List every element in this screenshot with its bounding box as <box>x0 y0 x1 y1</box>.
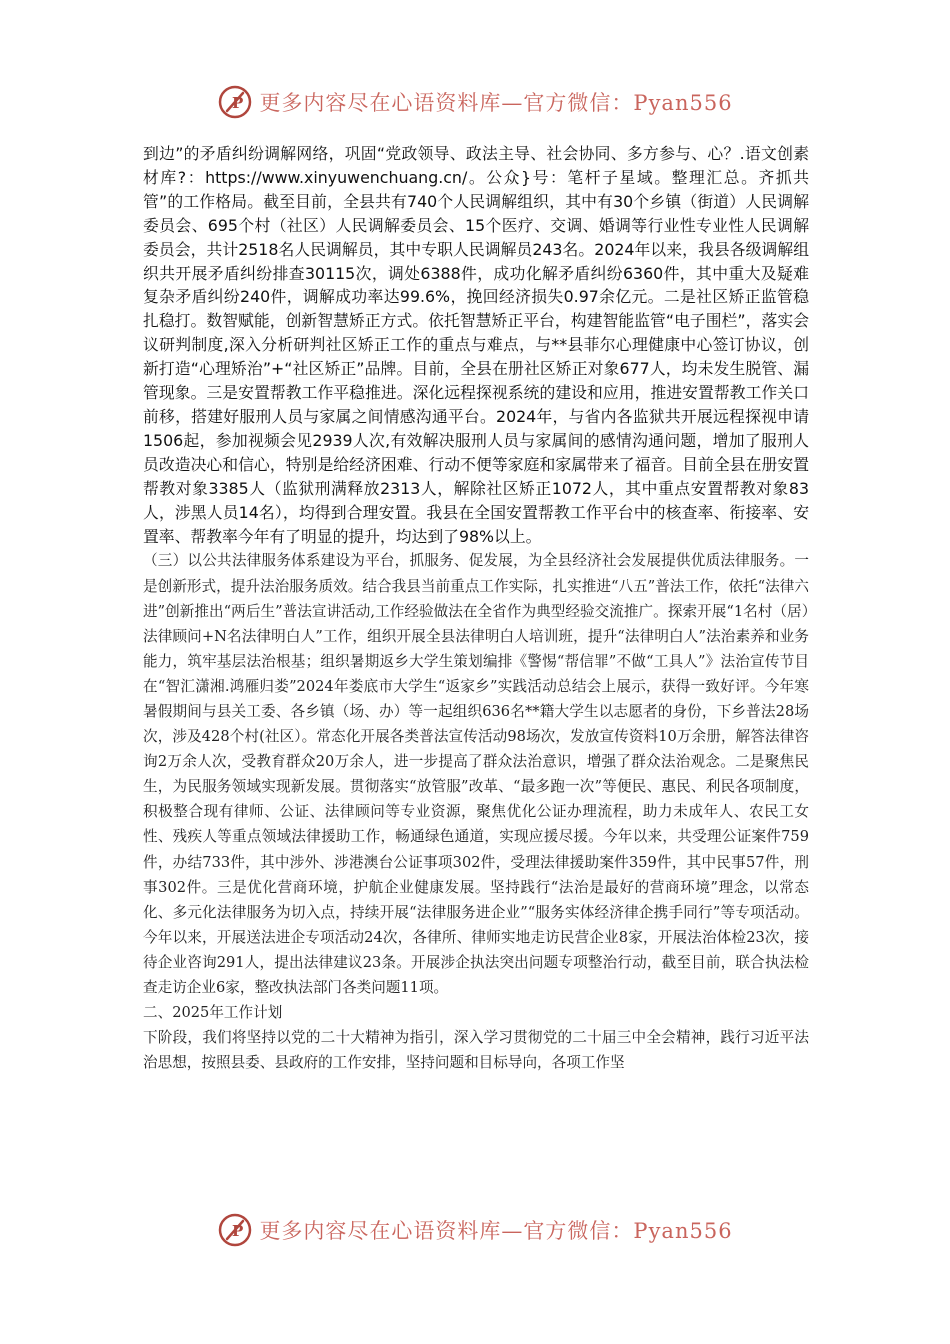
paragraph: 下阶段，我们将坚持以党的二十大精神为指引，深入学习贯彻党的二十届三中全会精神，践行习近平法治思想，按照县委、县政府的工作安排，坚持问题和目标导向，各项工作坚 <box>143 1029 809 1072</box>
paragraph: 到边”的矛盾纠纷调解网络，巩固“党政领导、政法主导、社会协同、多方参与、心？.语文创素材库?：https://www.xinyuwenchuang.cn/。公众}号：笔杆子星域。整理汇总。齐抓共管”的工作格局。截至目前，全县共有740个人民调解组织，其中有30个乡镇（街道）人民调解委员会、695个村（社区）人民调解委员会、15个医疗、交调、婚调等行业性专业性人民调解委员会，共计2518名人民调解员，其中专职人民调解员243名。2024年以来，我县各级调解组织共开展矛盾纠纷排查30115次，调处6388件，成功化解矛盾纠纷6360件，其中重大及疑难复杂矛盾纠纷240件，调解成功率达99.6%，挽回经济损失0.97余亿元。二是社区矫正监管稳扎稳打。数智赋能，创新智慧矫正方式。依托智慧矫正平台，构建智能监管“电子围栏”，落实会议研判制度,深入分析研判社区矫正工作的重点与难点，与**县菲尔心理健康中心签订协议，创新打造“心理矫治”+“社区矫正”品牌。目前，全县在册社区矫正对象677人，均未发生脱管、漏管现象。三是安置帮教工作平稳推进。深化远程探视系统的建设和应用，推进安置帮教工作关口前移，搭建好服刑人员与家属之间情感沟通平台。2024年，与省内各监狱共开展远程探视申请1506起，参加视频会见2939人次,有效解决服刑人员与家属间的感情沟通问题，增加了服刑人员改造决心和信心，特别是给经济困难、行动不便等家庭和家属带来了福音。目前全县在册安置帮教对象3385人（监狱刑满释放2313人，解除社区矫正1072人，其中重点安置帮教对象83人，涉黑人员14名），均得到合理安置。我县在全国安置帮教工作平台中的核查率、衔接率、安置率、帮教率今年有了明显的提升，均达到了98%以上。 <box>143 144 809 546</box>
paragraph: （三）以公共法律服务体系建设为平台，抓服务、促发展，为全县经济社会发展提供优质法律服务。一是创新形式，提升法治服务质效。结合我县当前重点工作实际，扎实推进“八五”普法工作，依托“法律六进”创新推出“两后生”普法宣讲活动,工作经验做法在全省作为典型经验交流推广。探索开展“1名村（居）法律顾问+N名法律明白人”工作，组织开展全县法律明白人培训班，提升“法律明白人”法治素养和业务能力，筑牢基层法治根基；组织暑期返乡大学生策划编排《警惕“帮信罪”不做“工具人”》法治宣传节目在“智汇潇湘.鸿雁归娄”2024年娄底市大学生“返家乡”实践活动总结会上展示，获得一致好评。今年寒暑假期间与县关工委、各乡镇（场、办）等一起组织636名**籍大学生以志愿者的身份，下乡普法28场次，涉及428个村(社区）。常态化开展各类普法宣传活动98场次，发放宣传资料10万余册，解答法律咨询2万余人次，受教育群众20万余人，进一步提高了群众法治意识，增强了群众法治观念。二是聚焦民生，为民服务领域实现新发展。贯彻落实“放管服”改革、“最多跑一次”等便民、惠民、利民各项制度，积极整合现有律师、公证、法律顾问等专业资源，聚焦优化公证办理流程，助力未成年人、农民工女性、残疾人等重点领域法律援助工作，畅通绿色通道，实现应援尽援。今年以来，共受理公证案件759件，办结733件，其中涉外、涉港澳台公证事项302件，受理法律援助案件359件，其中民事57件，刑事302件。三是优化营商环境，护航企业健康发展。坚持践行“法治是最好的营商环境”理念，以常态化、多元化法律服务为切入点，持续开展“法律服务进企业”“服务实体经济律企携手同行”等专项活动。今年以来，开展送法进企专项活动24次，各律所、律师实地走访民营企业8家，开展法治体检23次，接待企业咨询291人，提出法律建议23条。开展涉企执法突出问题专项整治行动，截至目前，联合执法检查走访企业6家，整改执法部门各类问题11项。 <box>143 552 809 996</box>
svg-text:P: P <box>232 1222 244 1240</box>
brand-logo-icon <box>217 84 253 120</box>
banner-text: 更多内容尽在心语资料库—官方微信：Pyan556 <box>259 1219 733 1243</box>
document-body <box>143 142 809 1075</box>
header-banner <box>0 80 950 124</box>
svg-text:P: P <box>232 94 244 112</box>
banner-text: 更多内容尽在心语资料库—官方微信：Pyan556 <box>259 91 733 115</box>
footer-banner <box>0 1208 950 1252</box>
brand-logo-icon <box>217 1212 253 1248</box>
section-heading: 二、2025年工作计划 <box>143 1004 283 1022</box>
